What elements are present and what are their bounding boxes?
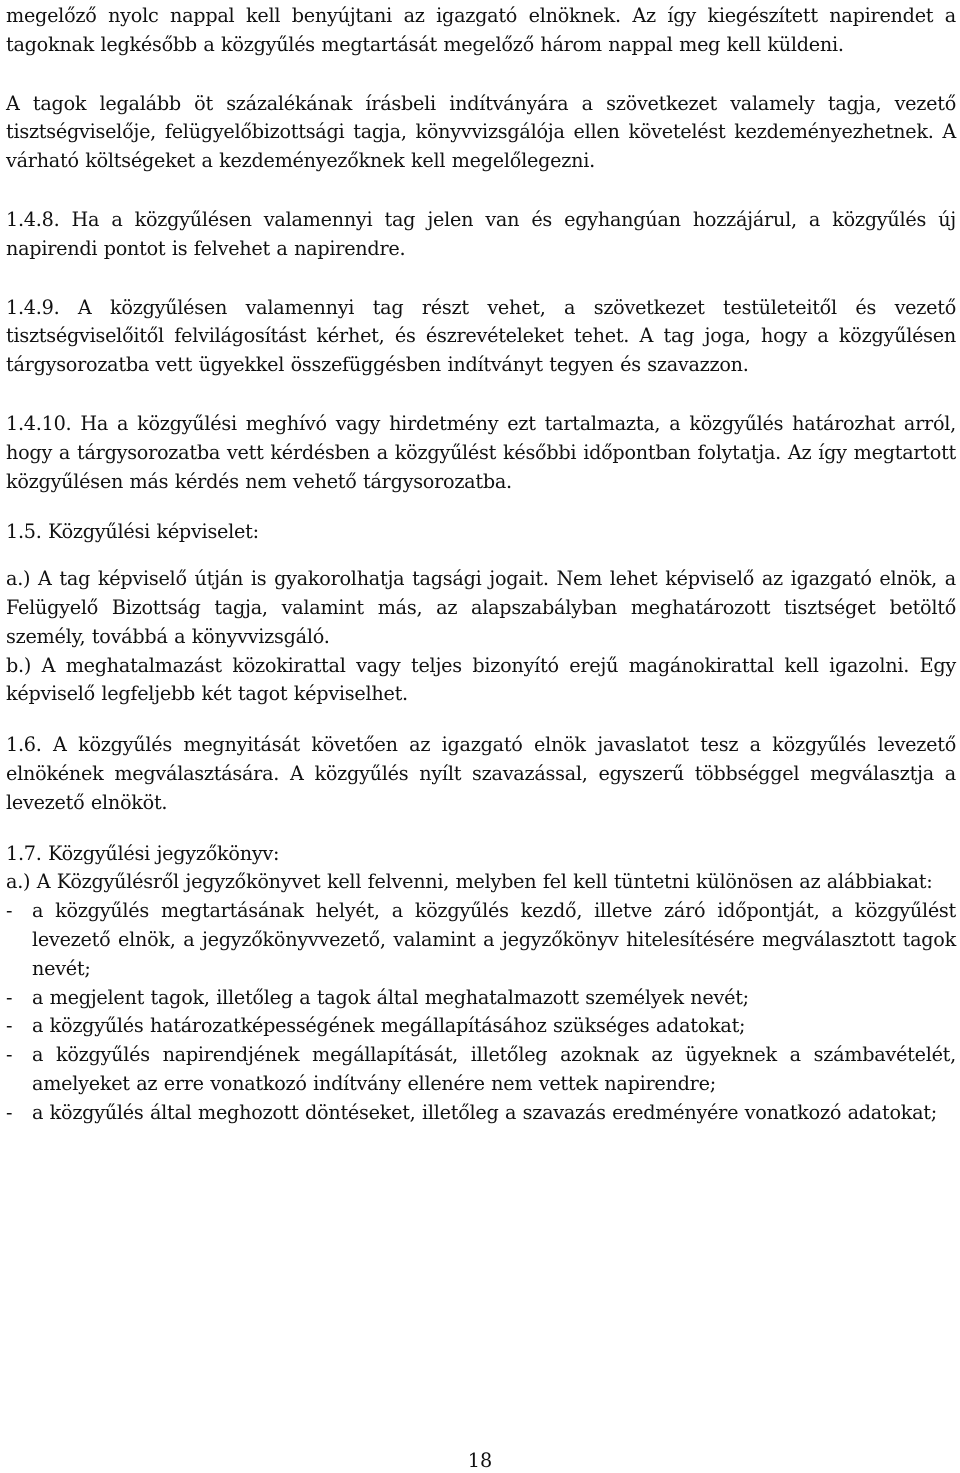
list-item-text: a közgyűlés napirendjének megállapítását, illetőleg azoknak az ügyeknek a számbavételét, amelyeket az erre vonatkozó indítvány ellenére nem vettek napirendre; xyxy=(32,1043,956,1095)
paragraph-1-5-b: b.) A meghatalmazást közokirattal vagy teljes bizonyító erejű magánokirattal kell igazolni. Egy képviselő legfeljebb két tagot képviselhet. xyxy=(6,653,956,706)
list-item-text: a közgyűlés által meghozott döntéseket, illetőleg a szavazás eredményére vonatkozó adatokat; xyxy=(32,1100,937,1124)
list-dash: - xyxy=(6,1100,13,1124)
section-heading-1-5: 1.5. Közgyűlési képviselet: xyxy=(6,520,259,544)
paragraph-1-7-a: a.) A Közgyűlésről jegyzőkönyvet kell felvenni, melyben fel kell tüntetni különösen az alábbiakat: xyxy=(6,870,933,894)
minutes-content-list xyxy=(6,897,956,1127)
paragraph-1-4-8: 1.4.8. Ha a közgyűlésen valamennyi tag jelen van és egyhangúan hozzájárul, a közgyűlés új napirendi pontot is felvehet a napirendre. xyxy=(6,207,956,260)
list-item xyxy=(6,1041,956,1099)
list-dash: - xyxy=(6,1014,13,1038)
list-item xyxy=(6,897,956,983)
list-item-text: a közgyűlés megtartásának helyét, a közgyűlés kezdő, illetve záró időpontját, a közgyűlést levezető elnök, a jegyzőkönyvvezető, valamint a jegyzőkönyv hitelesítésére megválasztott tagok nevét; xyxy=(32,899,956,980)
paragraph-continuation: megelőző nyolc nappal kell benyújtani az igazgató elnöknek. Az így kiegészített napirendet a tagoknak legkésőbb a közgyűlés megtartását megelőző három nappal meg kell küldeni. xyxy=(6,4,956,56)
list-item-text: a közgyűlés határozatképességének megállapításához szükséges adatokat; xyxy=(32,1014,746,1038)
list-item xyxy=(6,1012,956,1041)
paragraph-1-4-9: 1.4.9. A közgyűlésen valamennyi tag részt vehet, a szövetkezet testületeitől és vezető tisztségviselőitől felvilágosítást kérhet, és észrevételeket tehet. A tag joga, hogy a közgyűlésen tárgysorozatba vett ügyekkel összefüggésben indítványt tegyen és szavazzon. xyxy=(6,295,956,377)
page-number: 18 xyxy=(467,1449,493,1472)
section-heading-1-7: 1.7. Közgyűlési jegyzőkönyv: xyxy=(6,841,280,865)
list-dash: - xyxy=(6,985,13,1009)
paragraph-claim-initiative: A tagok legalább öt százalékának írásbeli indítványára a szövetkezet valamely tagja, vezető tisztségviselője, felügyelőbizottsági tagja, könyvvizsgálója ellen követelést kezdeményezhetnek. A várható költségeket a kezdeményezőknek kell megelőlegezni. xyxy=(6,91,956,173)
document-page xyxy=(6,2,956,1128)
paragraph-1-6: 1.6. A közgyűlés megnyitását követően az igazgató elnök javaslatot tesz a közgyűlés levezető elnökének megválasztására. A közgyűlés nyílt szavazással, egyszerű többséggel megválasztja a levezető elnököt. xyxy=(6,733,956,814)
paragraph-1-4-10: 1.4.10. Ha a közgyűlési meghívó vagy hirdetmény ezt tartalmazta, a közgyűlés határozhat arról, hogy a tárgysorozatba vett kérdésben a közgyűlést későbbi időpontban folytatja. Az így megtartott közgyűlésen más kérdés nem vehető tárgysorozatba. xyxy=(6,411,956,493)
list-item-text: a megjelent tagok, illetőleg a tagok által meghatalmazott személyek nevét; xyxy=(32,985,749,1009)
list-item xyxy=(6,984,956,1013)
list-dash: - xyxy=(6,1043,13,1067)
list-dash: - xyxy=(6,899,13,923)
paragraph-1-5-a: a.) A tag képviselő útján is gyakorolhatja tagsági jogait. Nem lehet képviselő az igazgató elnök, a Felügyelő Bizottság tagja, valamint más, az alapszabályban meghatározott tisztséget betöltő személy, továbbá a könyvvizsgáló. xyxy=(6,567,956,648)
list-item xyxy=(6,1099,956,1128)
